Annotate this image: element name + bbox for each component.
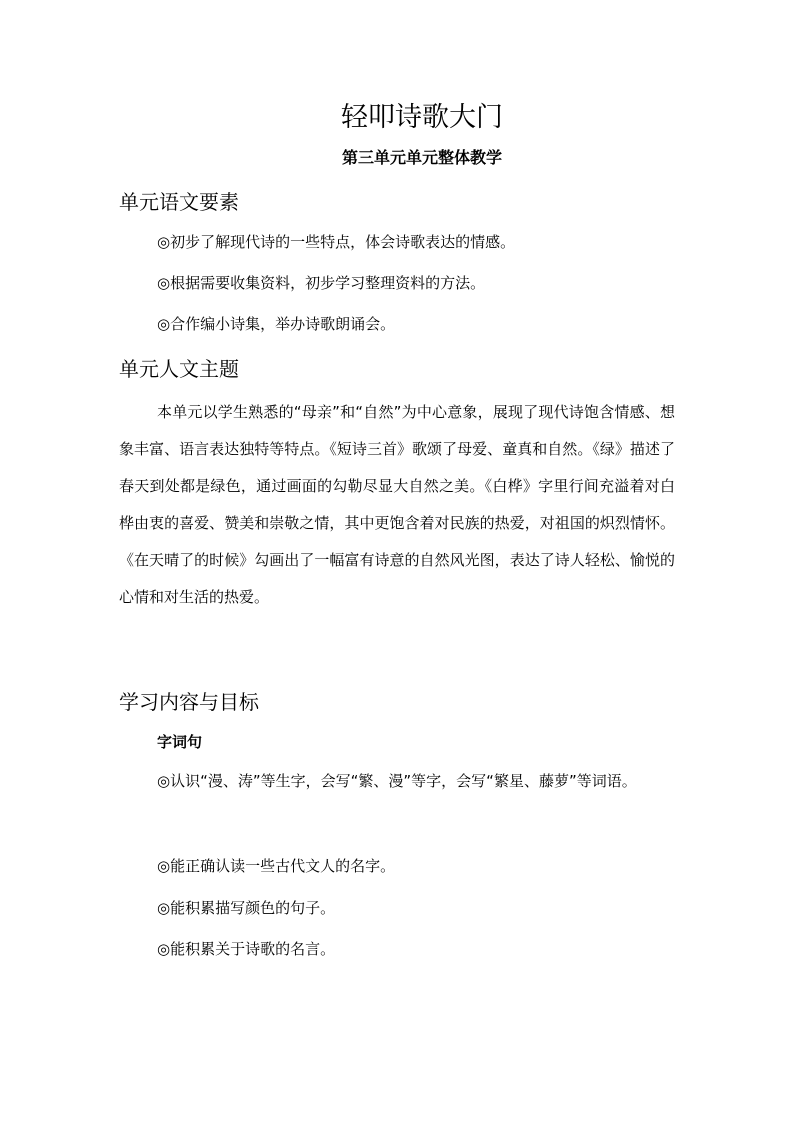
section-heading-elements: 单元语文要素: [119, 190, 239, 214]
goals-item-4: ◎能积累关于诗歌的名言。: [157, 940, 336, 958]
goals-item-3: ◎能积累描写颜色的句子。: [157, 899, 336, 917]
goals-item-2: ◎能正确认读一些古代文人的名字。: [157, 857, 396, 875]
document-title: 轻叩诗歌大门: [341, 102, 503, 133]
elements-item-3: ◎合作编小诗集，举办诗歌朗诵会。: [157, 315, 396, 333]
elements-item-2: ◎根据需要收集资料，初步学习整理资料的方法。: [157, 274, 486, 292]
document-subtitle: 第三单元单元整体教学: [341, 148, 502, 167]
elements-item-1: ◎初步了解现代诗的一些特点，体会诗歌表达的情感。: [157, 233, 516, 251]
goals-item-1: ◎认识“漫、涛”等生字，会写“繁、漫”等字，会写“繁星、藤萝”等词语。: [157, 772, 637, 790]
theme-paragraph: 本单元以学生熟悉的“母亲”和“自然”为中心意象，展现了现代诗饱含情感、想象丰富、语言表达独特等特点。《短诗三首》歌颂了母爱、童真和自然。《绿》描述了春天到处都是绿色，通过画面的勾勒尽显大自然之美。《白桦》字里行间充溢着对白桦由衷的喜爱、赞美和崇敬之情，其中更饱含着对民族的热爱，对祖国的炽烈情怀。《在天晴了的时候》勾画出了一幅富有诗意的自然风光图，表达了诗人轻松、愉悦的心情和对生活的热爱。: [119, 403, 675, 606]
section-heading-theme: 单元人文主题: [119, 357, 239, 381]
section-heading-goals: 学习内容与目标: [119, 690, 259, 714]
goals-subheading: 字词句: [157, 733, 203, 751]
